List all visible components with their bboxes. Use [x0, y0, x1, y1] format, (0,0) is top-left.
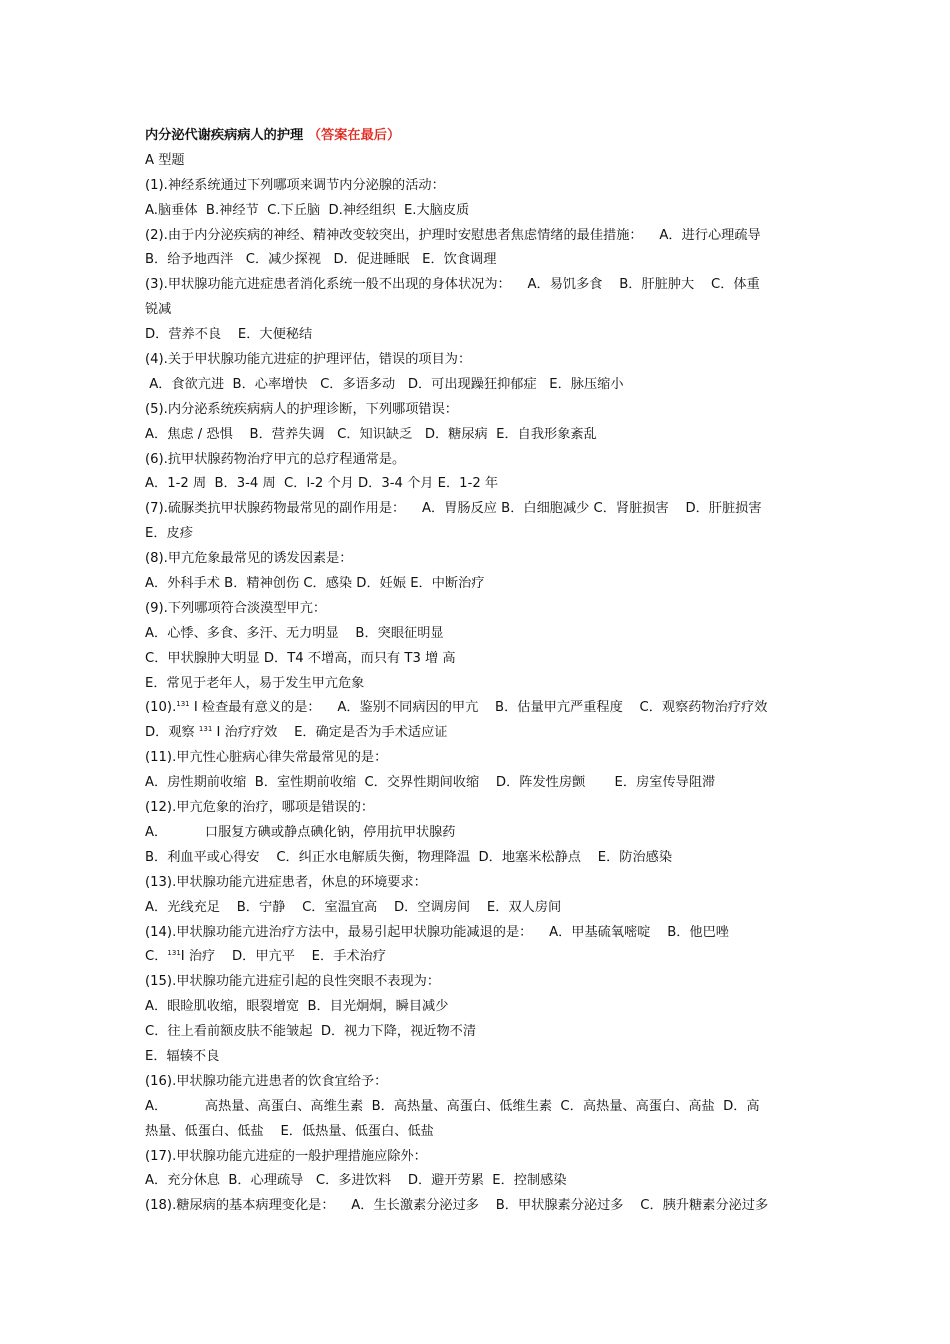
- text-line: (9).下列哪项符合淡漠型甲亢：: [145, 600, 327, 616]
- document-page: [145, 124, 825, 1219]
- text-line: [145, 696, 825, 721]
- text-line: C．甲状腺肿大明显 D．T4 不增高，而只有 T3 增 高: [145, 650, 456, 666]
- text-line: 锐减: [145, 302, 172, 318]
- text-line: (2).由于内分泌疾病的神经、精神改变较突出，护理时安慰患者焦虑情绪的最佳措施： A．进行心理疏导: [145, 227, 761, 243]
- text-line: D．营养不良 E．大便秘结: [145, 327, 313, 343]
- text-line: (7).硫脲类抗甲状腺药物最常见的副作用是： A．胃肠反应 B．白细胞减少 C．肾脏损害 D．肝脏损害: [145, 501, 762, 517]
- text-line: (11).甲亢性心脏病心律失常最常见的是：: [145, 750, 388, 766]
- superscript: 131: [167, 949, 181, 958]
- text-line: (12).甲亢危象的治疗，哪项是错误的：: [145, 800, 375, 816]
- text-segment: I 治疗 D．甲亢平 E．手术治疗: [180, 949, 386, 965]
- text-line: C．往上看前额皮肤不能皱起 D．视力下降，视近物不清: [145, 1024, 477, 1040]
- text-line: (4).关于甲状腺功能亢进症的护理评估，错误的项目为：: [145, 352, 472, 368]
- text-segment: D．观察: [145, 725, 199, 741]
- text-line: A．1-2 周 B．3-4 周 C．l-2 个月 D．3-4 个月 E．1-2 年: [145, 476, 499, 492]
- section-heading: A 型题: [145, 152, 185, 168]
- superscript: 131: [198, 725, 213, 734]
- text-line: (5).内分泌系统疾病病人的护理诊断，下列哪项错误：: [145, 401, 458, 417]
- answer-hint: （答案在最后）: [307, 128, 401, 143]
- text-line: (16).甲状腺功能亢进患者的饮食宜给予：: [145, 1073, 388, 1089]
- text-line: E．皮疹: [145, 526, 193, 542]
- text-line: (14).甲状腺功能亢进治疗方法中，最易引起甲状腺功能减退的是： A．甲基硫氧嘧啶 B．他巴唑: [145, 924, 729, 940]
- text-segment: (10).: [145, 700, 177, 716]
- title-main: 内分泌代谢疾病病人的护理: [145, 128, 304, 143]
- text-line: B．利血平或心得安 C．纠正水电解质失衡，物理降温 D．地塞米松静点 E．防治感染: [145, 849, 673, 865]
- text-line: [145, 945, 825, 970]
- text-line: A．焦虑 / 恐惧 B．营养失调 C．知识缺乏 D．糖尿病 E．自我形象紊乱: [145, 426, 597, 442]
- text-line: A．房性期前收缩 B．室性期前收缩 C．交界性期间收缩 D．阵发性房颤 E．房室传导阻滞: [145, 775, 716, 791]
- text-line: A．充分休息 B．心理疏导 C．多进饮料 D．避开劳累 E．控制感染: [145, 1173, 567, 1189]
- text-line: A．眼睑肌收缩，眼裂增宽 B．目光炯炯，瞬目减少: [145, 999, 449, 1015]
- text-line: A．心悸、多食、多汗、无力明显 B．突眼征明显: [145, 625, 444, 641]
- text-line: (3).甲状腺功能亢进症患者消化系统一般不出现的身体状况为： A．易饥多食 B．肝脏肿大 C．体重: [145, 277, 760, 293]
- document-title: [145, 124, 825, 149]
- text-line: (6).抗甲状腺药物治疗甲亢的总疗程通常是。: [145, 451, 406, 467]
- text-line: (13).甲状腺功能亢进症患者，休息的环境要求：: [145, 874, 427, 890]
- text-line: (1).神经系统通过下列哪项来调节内分泌腺的活动：: [145, 177, 445, 193]
- text-line: [145, 721, 825, 746]
- text-line: B．给予地西泮 C．减少探视 D．促进睡眠 E．饮食调理: [145, 252, 497, 268]
- text-line: A． 高热量、高蛋白、高维生素 B．高热量、高蛋白、低维生素 C．高热量、高蛋白、高盐 D．高: [145, 1098, 760, 1114]
- text-line: E．辐辏不良: [145, 1048, 220, 1064]
- text-line: A．外科手术 B．精神创伤 C．感染 D．妊娠 E．中断治疗: [145, 576, 485, 592]
- text-line: (17).甲状腺功能亢进症的一般护理措施应除外：: [145, 1148, 427, 1164]
- text-line: 热量、低蛋白、低盐 E．低热量、低蛋白、低盐: [145, 1123, 434, 1139]
- text-line: A．光线充足 B．宁静 C．室温宜高 D．空调房间 E．双人房间: [145, 899, 562, 915]
- text-line: A． 口服复方碘或静点碘化钠，停用抗甲状腺药: [145, 824, 456, 840]
- text-line: A．食欲亢进 B．心率增快 C．多语多动 D．可出现躁狂抑郁症 E．脉压缩小: [145, 376, 624, 392]
- text-line: E．常见于老年人，易于发生甲亢危象: [145, 675, 365, 691]
- text-segment: I 治疗疗效 E．确定是否为手术适应证: [212, 725, 448, 741]
- superscript: 131: [176, 700, 190, 709]
- text-segment: I 检查最有意义的是： A．鉴别不同病因的甲亢 B．估量甲亢严重程度 C．观察药物治疗疗效: [189, 700, 768, 716]
- text-segment: C．: [145, 949, 168, 965]
- text-line: (18).糖尿病的基本病理变化是： A．生长激素分泌过多 B．甲状腺素分泌过多 C．胰升糖素分泌过多: [145, 1198, 769, 1214]
- text-line: (15).甲状腺功能亢进症引起的良性突眼不表现为：: [145, 974, 441, 990]
- text-line: A.脑垂体 B.神经节 C.下丘脑 D.神经组织 E.大脑皮质: [145, 202, 470, 218]
- text-line: (8).甲亢危象最常见的诱发因素是：: [145, 551, 353, 567]
